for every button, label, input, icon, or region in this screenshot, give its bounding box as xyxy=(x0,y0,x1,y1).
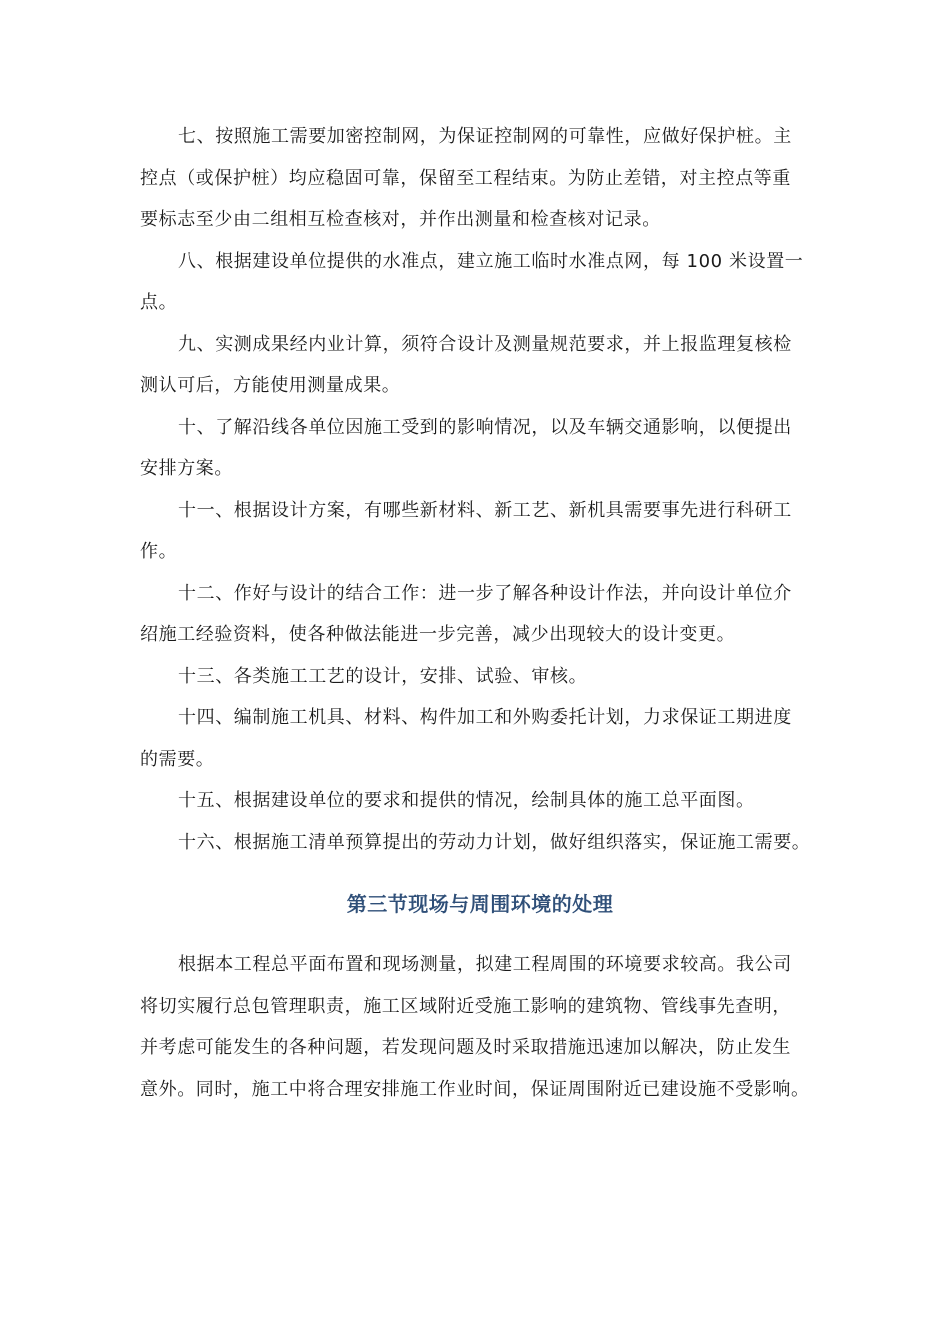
paragraph-item-8: 八、根据建设单位提供的水准点，建立施工临时水准点网，每 100 米设置一 点。 xyxy=(140,250,804,313)
paragraph-item-11: 十一、根据设计方案，有哪些新材料、新工艺、新机具需要事先进行科研工 作。 xyxy=(140,499,792,562)
paragraph-item-10: 十、了解沿线各单位因施工受到的影响情况，以及车辆交通影响，以便提出 安排方案。 xyxy=(140,416,792,479)
paragraph-item-12: 十二、作好与设计的结合工作：进一步了解各种设计作法，并向设计单位介 绍施工经验资料，使各种做法能进一步完善，减少出现较大的设计变更。 xyxy=(140,582,792,645)
paragraph-item-9: 九、实测成果经内业计算，须符合设计及测量规范要求，并上报监理复核检 测认可后，方能使用测量成果。 xyxy=(140,333,792,396)
paragraph-item-16: 十六、根据施工清单预算提出的劳动力计划，做好组织落实，保证施工需要。 xyxy=(178,831,811,853)
document-page xyxy=(140,116,820,1110)
section-paragraph: 根据本工程总平面布置和现场测量，拟建工程周围的环境要求较高。我公司 将切实履行总包管理职责，施工区域附近受施工影响的建筑物、管线事先查明， 并考虑可能发生的各种问题，若发现问题及时采取措施迅速加以解决，防止发生 意外。同时，施工中将合理安排施工作业时间，保证周围附近已建设施不受影响。 xyxy=(140,954,810,1100)
section-heading: 第三节现场与周围环境的处理 xyxy=(346,892,614,916)
paragraph-item-15: 十五、根据建设单位的要求和提供的情况，绘制具体的施工总平面图。 xyxy=(178,790,755,811)
paragraph-item-13: 十三、各类施工工艺的设计，安排、试验、审核。 xyxy=(178,665,588,687)
paragraph-item-14: 十四、编制施工机具、材料、构件加工和外购委托计划，力求保证工期进度 的需要。 xyxy=(140,707,792,770)
paragraph-item-7: 七、按照施工需要加密控制网，为保证控制网的可靠性，应做好保护桩。主 控点（或保护桩）均应稳固可靠，保留至工程结束。为防止差错，对主控点等重 要标志至少由二组相互检查核对，并作出测量和检查核对记录。 xyxy=(140,126,792,230)
